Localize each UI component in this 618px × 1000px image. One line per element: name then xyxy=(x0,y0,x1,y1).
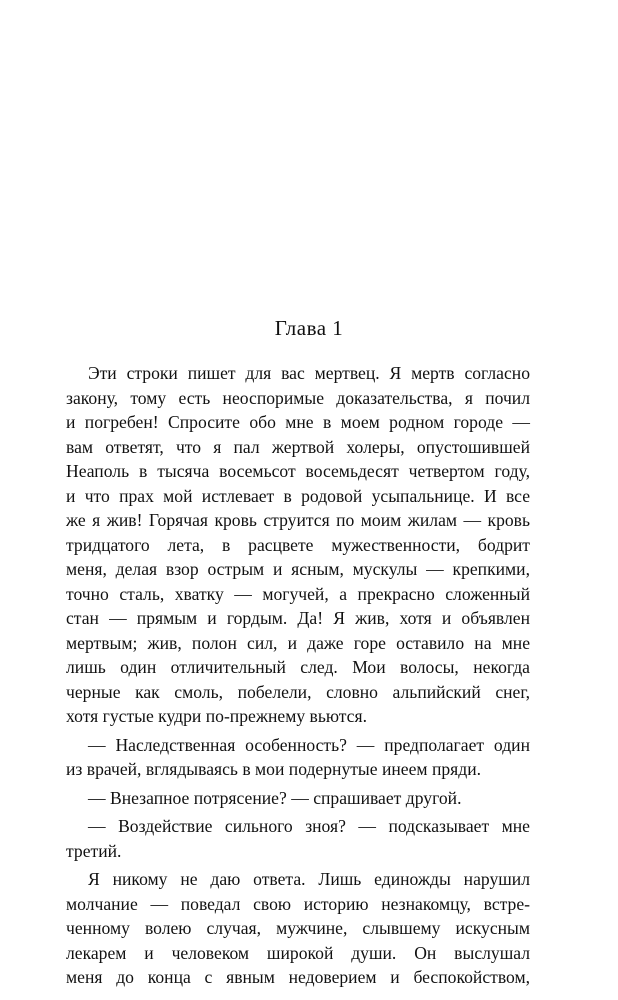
text-line: стан — прямым и гордым. Да! Я жив, хотя и объявлен xyxy=(66,608,530,628)
text-line: лекарем и человеком широкой души. Он выслушал xyxy=(66,942,530,963)
text-line: — Внезапное потрясение? — спрашивает другой. xyxy=(88,787,462,808)
paragraph xyxy=(66,867,530,990)
text-line: черные как смоль, побелели, словно альпийский снег, xyxy=(66,681,530,702)
text-line: меня до конца с явным недоверием и беспокойством, xyxy=(66,967,530,987)
text-line: — Наследственная особенность? — предполагает один xyxy=(88,734,530,755)
text-line: молчание — поведал свою историю незнакомцу, встре- xyxy=(66,893,530,914)
text-line: — Воздействие сильного зноя? — подсказывает мне xyxy=(88,816,530,836)
text-line: хотя густые кудри по-прежнему вьются. xyxy=(66,706,367,726)
chapter-title: Глава 1 xyxy=(274,316,344,340)
paragraph xyxy=(66,814,530,863)
text-line: же я жив! Горячая кровь струится по моим жилам — кровь xyxy=(66,510,530,530)
text-line: и погребен! Спросите обо мне в моем родном городе — xyxy=(66,412,530,432)
paragraph xyxy=(66,361,530,729)
chapter-body xyxy=(66,361,530,990)
text-line: Эти строки пишет для вас мертвец. Я мертв согласно xyxy=(88,363,530,383)
text-line: закону, тому есть неоспоримые доказательства, я почил xyxy=(66,387,530,408)
paragraph xyxy=(66,733,530,782)
text-line: Неаполь в тысяча восемьсот восемьдесят четвертом году, xyxy=(66,461,530,481)
text-line: третий. xyxy=(66,840,122,861)
text-line: мертвым; жив, полон сил, и даже горе оставило на мне xyxy=(66,632,530,653)
text-line: ченному волею случая, мужчине, слывшему искусным xyxy=(66,918,530,938)
text-line: из врачей, вглядываясь в мои подернутые инеем пряди. xyxy=(66,759,482,779)
text-line: лишь один отличительный след. Мои волосы, некогда xyxy=(66,657,530,677)
text-line: меня, делая взор острым и ясным, мускулы — крепкими, xyxy=(66,559,530,579)
text-line: Я никому не даю ответа. Лишь единожды нарушил xyxy=(88,869,530,889)
paragraph xyxy=(66,786,530,811)
text-line: и что прах мой истлевает в родовой усыпальнице. И все xyxy=(66,485,530,506)
text-line: вам ответят, что я пал жертвой холеры, опустошившей xyxy=(66,436,530,457)
text-line: тридцатого лета, в расцвете мужественности, бодрит xyxy=(66,534,530,555)
text-line: точно сталь, хватку — могучей, а прекрасно сложенный xyxy=(66,583,530,604)
